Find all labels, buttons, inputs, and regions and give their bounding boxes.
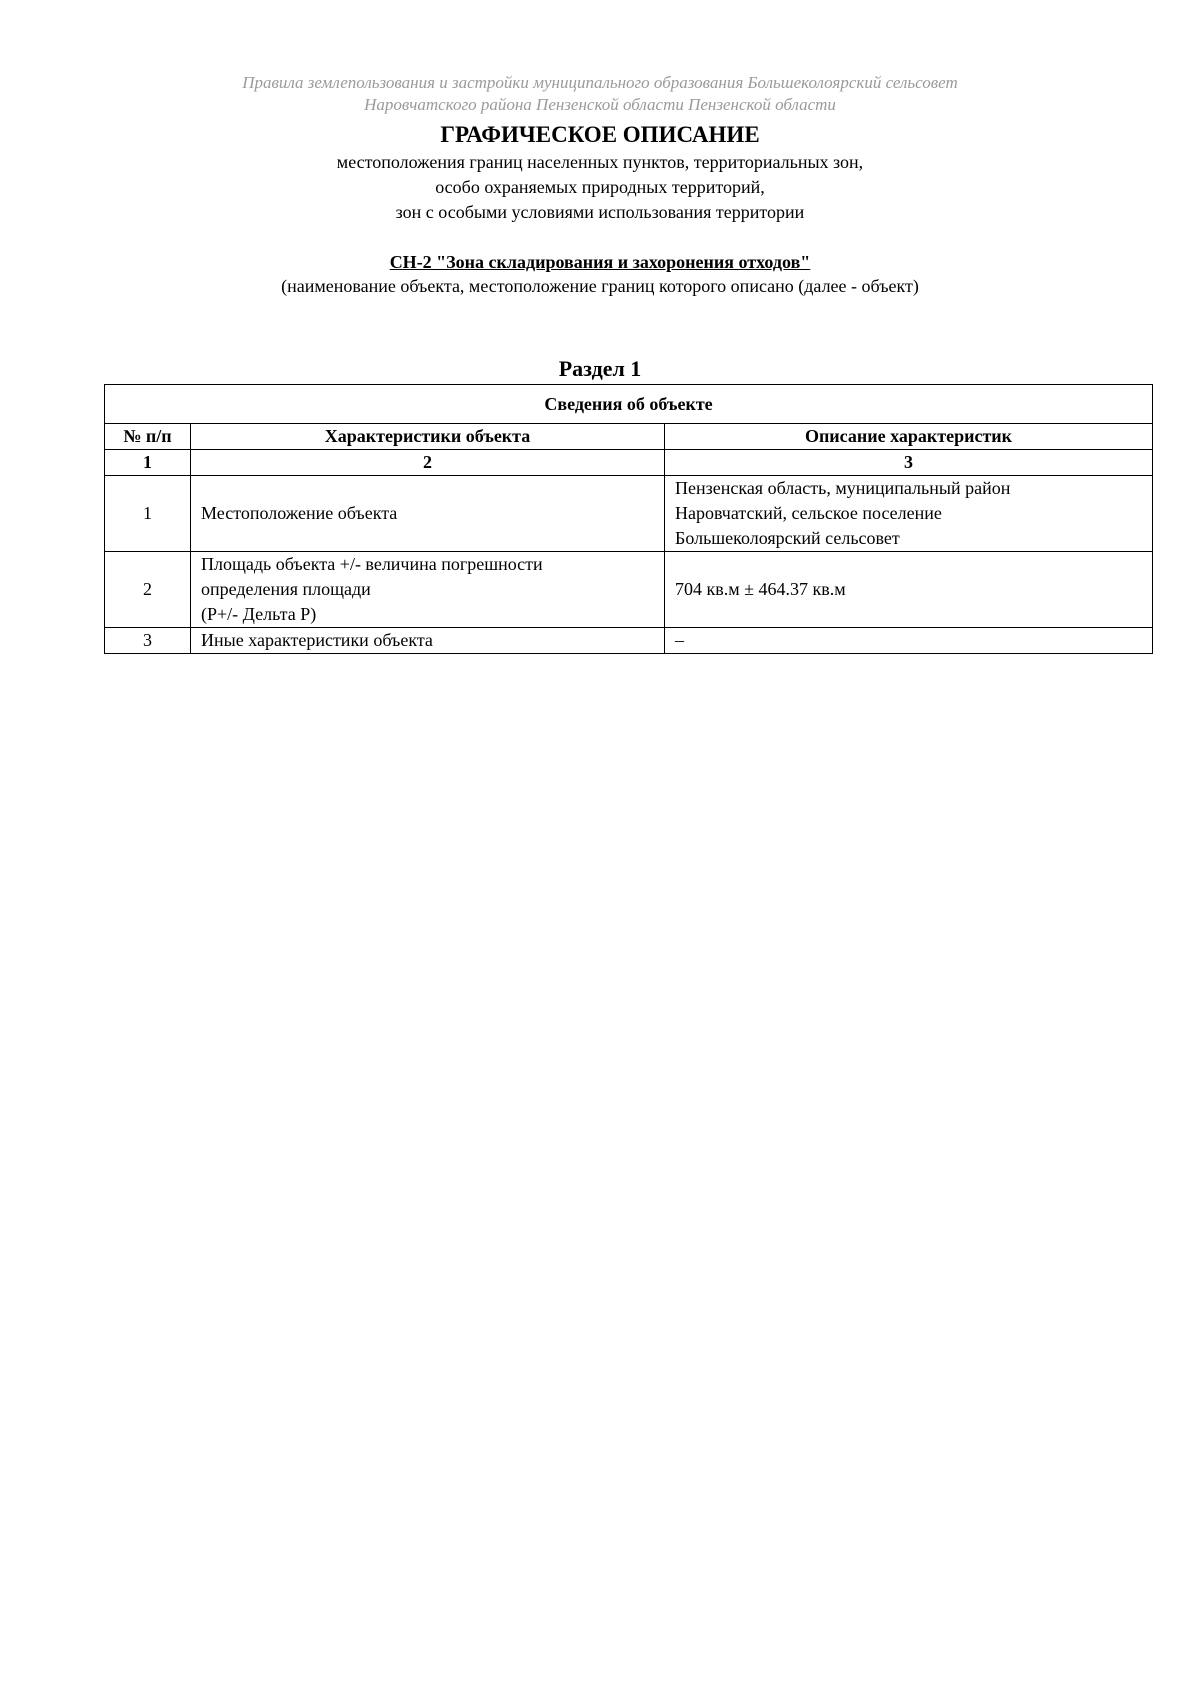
object-name: СН-2 "Зона складирования и захоронения отходов" [389, 252, 811, 272]
characteristic-line: (P+/- Дельта P) [201, 604, 317, 624]
header-characteristic: Характеристики объекта [191, 424, 665, 450]
characteristic-line: Иные характеристики объекта [201, 630, 433, 650]
description-line: Большеколоярский сельсовет [675, 528, 900, 548]
description-line: – [675, 630, 684, 650]
row-characteristic [191, 552, 665, 628]
table-row [105, 552, 1153, 628]
table-header-row [105, 424, 1153, 450]
column-number-2: 2 [191, 450, 665, 476]
characteristic-line: Местоположение объекта [201, 503, 398, 523]
object-caption: (наименование объекта, местоположение границ которого описано (далее - объект) [281, 276, 919, 296]
table-row [105, 628, 1153, 654]
row-number: 1 [105, 476, 191, 552]
column-number-3: 3 [665, 450, 1153, 476]
subtitle-line2: особо охраняемых природных территорий, [435, 177, 765, 197]
header-note-line1: Правила землепользования и застройки муниципального образования Большеколоярский сельсовет [242, 73, 958, 92]
subtitle-line3: зон с особыми условиями использования территории [395, 202, 805, 222]
description-line: Наровчатский, сельское поселение [675, 503, 942, 523]
characteristic-line: Площадь объекта +/- величина погрешности [201, 554, 543, 574]
description-line: Пензенская область, муниципальный район [675, 478, 1011, 498]
row-characteristic [191, 628, 665, 654]
table-caption: Сведения об объекте [105, 385, 1153, 424]
row-description [665, 476, 1153, 552]
document-title: ГРАФИЧЕСКОЕ ОПИСАНИЕ [440, 122, 760, 147]
table-caption-row [105, 385, 1153, 424]
subtitle-line1: местоположения границ населенных пунктов, территориальных зон, [336, 152, 864, 172]
characteristic-line: определения площади [201, 579, 371, 599]
header-note-line2: Наровчатского района Пензенской области Пензенской области [364, 95, 836, 114]
object-info-table [104, 384, 1153, 654]
row-number: 2 [105, 552, 191, 628]
section-title: Раздел 1 [558, 356, 642, 381]
row-description [665, 552, 1153, 628]
row-description [665, 628, 1153, 654]
column-number-row [105, 450, 1153, 476]
description-line: 704 кв.м ± 464.37 кв.м [675, 579, 846, 599]
header-description: Описание характеристик [665, 424, 1153, 450]
header-number: № п/п [105, 424, 191, 450]
table-row [105, 476, 1153, 552]
row-characteristic [191, 476, 665, 552]
column-number-1: 1 [105, 450, 191, 476]
row-number: 3 [105, 628, 191, 654]
